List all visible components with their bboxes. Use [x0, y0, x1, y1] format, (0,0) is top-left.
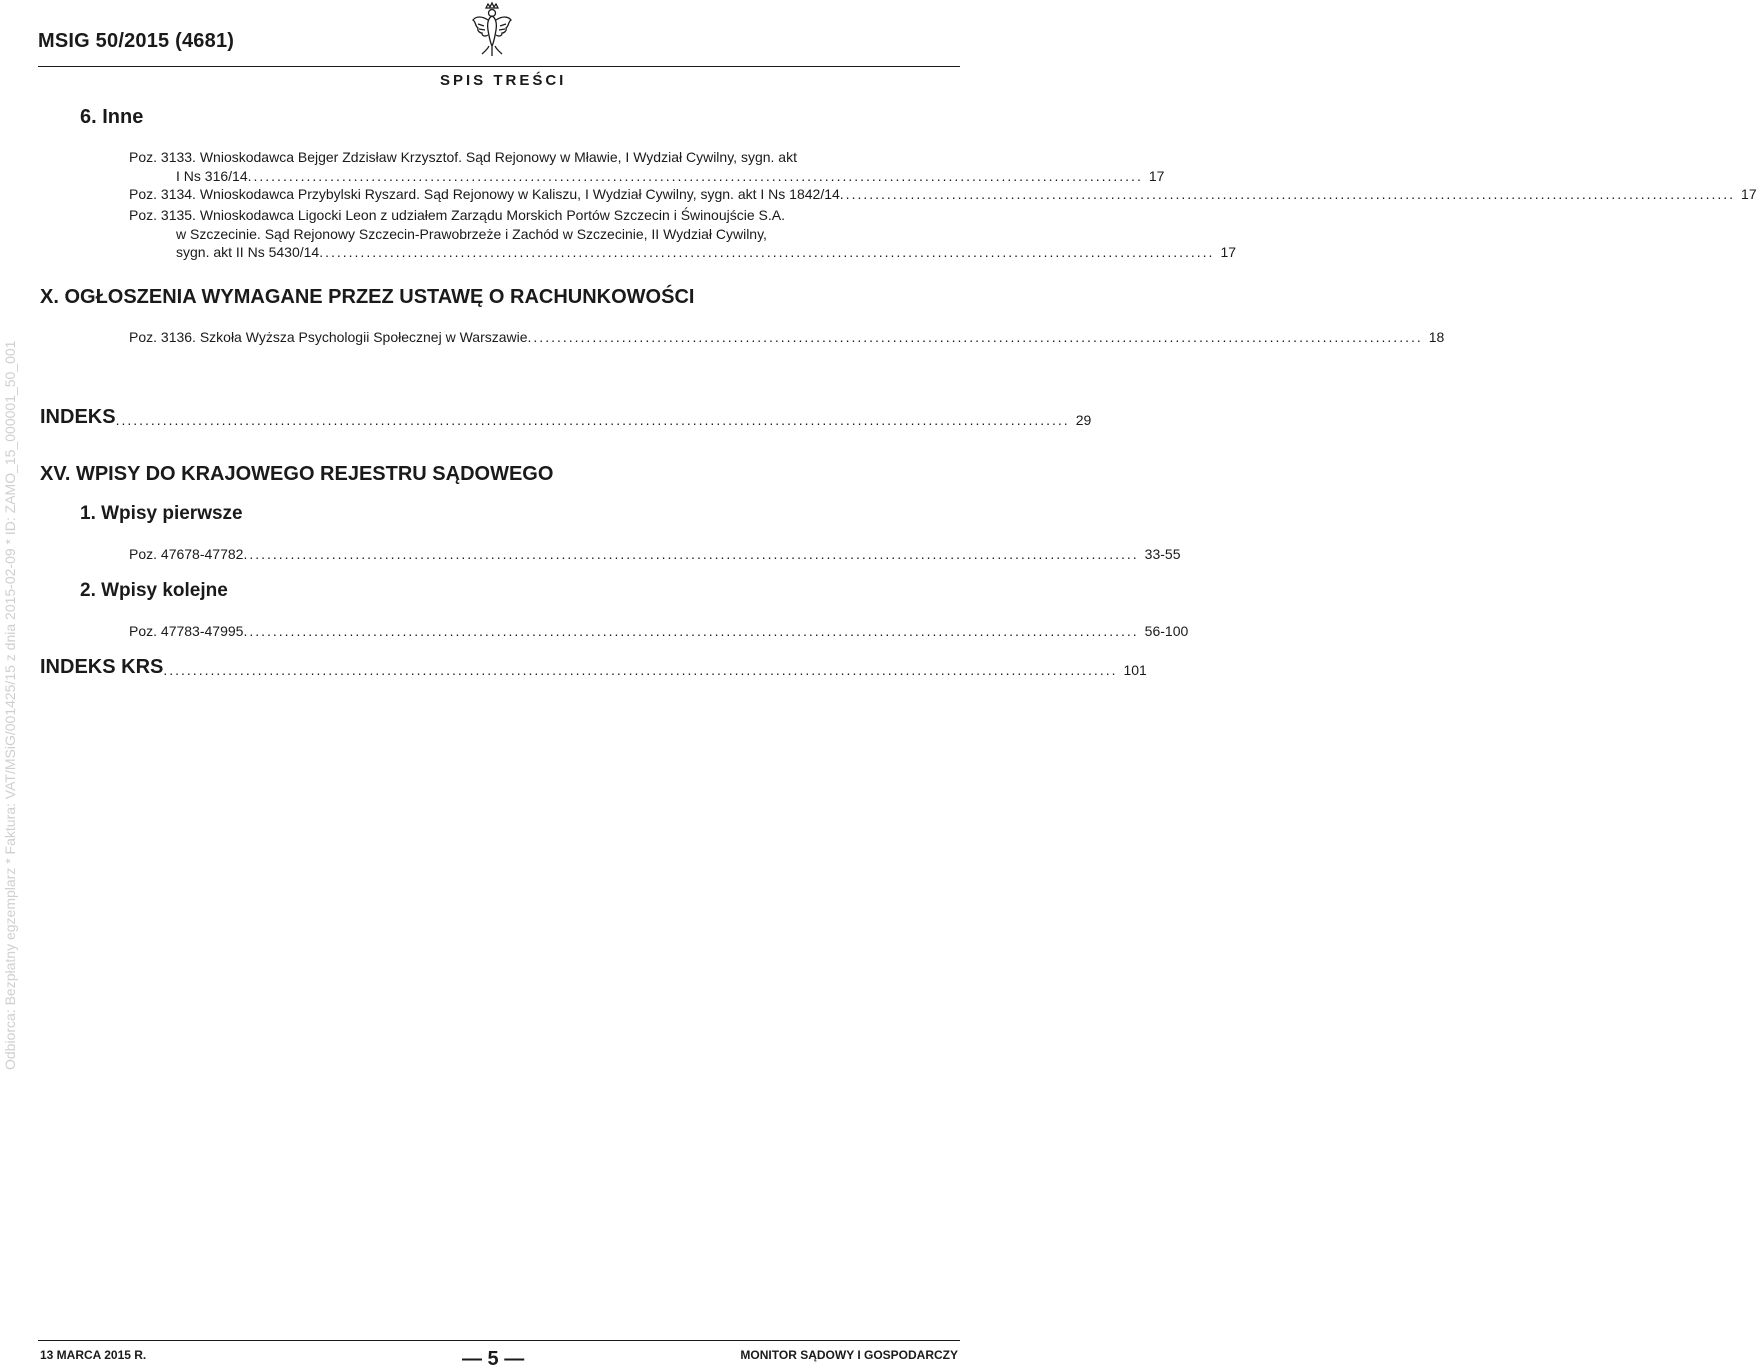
- entry-text: I Ns 316/14: [176, 167, 248, 184]
- page-number: 17: [1741, 186, 1757, 202]
- toc-indeks: [40, 406, 1092, 429]
- journal-title: MSIG 50/2015 (4681): [38, 30, 235, 52]
- header-rule: [38, 66, 960, 67]
- toc-entry-wpisy-pierwsze: [129, 545, 1181, 564]
- page-number: 17: [1148, 167, 1165, 184]
- dot-leader: ........................................................................................................................................................: [319, 244, 1215, 260]
- entry-leader-line: [129, 167, 1165, 186]
- toc-indeks-krs: [40, 656, 1147, 679]
- toc-entry-3135: [129, 206, 1237, 262]
- footer-date: 13 MARCA 2015 R.: [40, 1348, 147, 1362]
- indeks-label: INDEKS: [40, 406, 116, 428]
- eagle-emblem-icon: [470, 2, 514, 58]
- toc-entry-3133: [129, 148, 1165, 185]
- toc-entry-3136: [129, 328, 1445, 347]
- entry-text: Poz. 47783-47995: [129, 623, 244, 639]
- page-number: 56-100: [1144, 623, 1189, 639]
- page-number: 17: [1220, 244, 1237, 260]
- indeks-krs-label: INDEKS KRS: [40, 656, 164, 678]
- footer-rule: [38, 1340, 960, 1341]
- footer-publication-name: MONITOR SĄDOWY I GOSPODARCZY: [740, 1348, 958, 1362]
- dot-leader: ........................................................................................................................................................: [247, 167, 1143, 184]
- page-number: 33-55: [1144, 546, 1181, 562]
- dot-leader: ........................................................................................................................................................: [839, 186, 1736, 202]
- entry-text: Poz. 47678-47782: [129, 546, 244, 562]
- page-number: 101: [1123, 662, 1147, 678]
- entry-line: Poz. 3133. Wnioskodawca Bejger Zdzisław Krzysztof. Sąd Rejonowy w Mławie, I Wydział Cywilny, sygn. akt: [129, 149, 797, 165]
- entry-leader-line: [129, 243, 1237, 262]
- entry-leader-line: [129, 622, 1189, 641]
- page-number: 29: [1075, 412, 1092, 428]
- dot-leader: ........................................................................................................................................................: [243, 623, 1139, 639]
- dot-leader: ..................................................................................................................................................................: [163, 662, 1118, 678]
- section-header: SPIS TREŚCI: [440, 72, 567, 89]
- entry-leader-line: [129, 185, 1757, 204]
- toc-entry-wpisy-kolejne: [129, 622, 1189, 641]
- recipient-watermark: Odbiorca: Bezpłatny egzemplarz * Faktura: VAT/MSiG/001425/15 z dnia 2015-02-09 * ID: ZAMO_15_000001_50_001: [2, 340, 18, 1070]
- entry-leader-line: [129, 545, 1181, 564]
- entry-line: w Szczecinie. Sąd Rejonowy Szczecin-Prawobrzeże i Zachód w Szczecinie, II Wydział Cywilny,: [176, 225, 767, 242]
- entry-leader-line: [129, 328, 1445, 347]
- section-heading-xv: XV. WPISY DO KRAJOWEGO REJESTRU SĄDOWEGO: [40, 463, 554, 485]
- subsection-heading-wpisy-kolejne: 2. Wpisy kolejne: [80, 580, 228, 601]
- section-heading-x: X. OGŁOSZENIA WYMAGANE PRZEZ USTAWĘ O RACHUNKOWOŚCI: [40, 286, 695, 308]
- entry-text: sygn. akt II Ns 5430/14: [176, 244, 320, 260]
- entry-line: Poz. 3135. Wnioskodawca Ligocki Leon z udziałem Zarządu Morskich Portów Szczecin i Świnoujście S.A.: [129, 207, 785, 223]
- footer-page-number: — 5 —: [462, 1348, 525, 1370]
- entry-text: Poz. 3134. Wnioskodawca Przybylski Ryszard. Sąd Rejonowy w Kaliszu, I Wydział Cywilny, sygn. akt I Ns 1842/14: [129, 186, 840, 202]
- dot-leader: ..................................................................................................................................................................: [115, 412, 1070, 428]
- dot-leader: ........................................................................................................................................................: [527, 329, 1423, 345]
- page-number: 18: [1428, 329, 1445, 345]
- toc-entry-3134: [129, 185, 1757, 204]
- dot-leader: ........................................................................................................................................................: [243, 546, 1139, 562]
- section-heading-inne: 6. Inne: [80, 106, 144, 128]
- subsection-heading-wpisy-pierwsze: 1. Wpisy pierwsze: [80, 503, 243, 524]
- entry-text: Poz. 3136. Szkoła Wyższa Psychologii Społecznej w Warszawie: [129, 329, 528, 345]
